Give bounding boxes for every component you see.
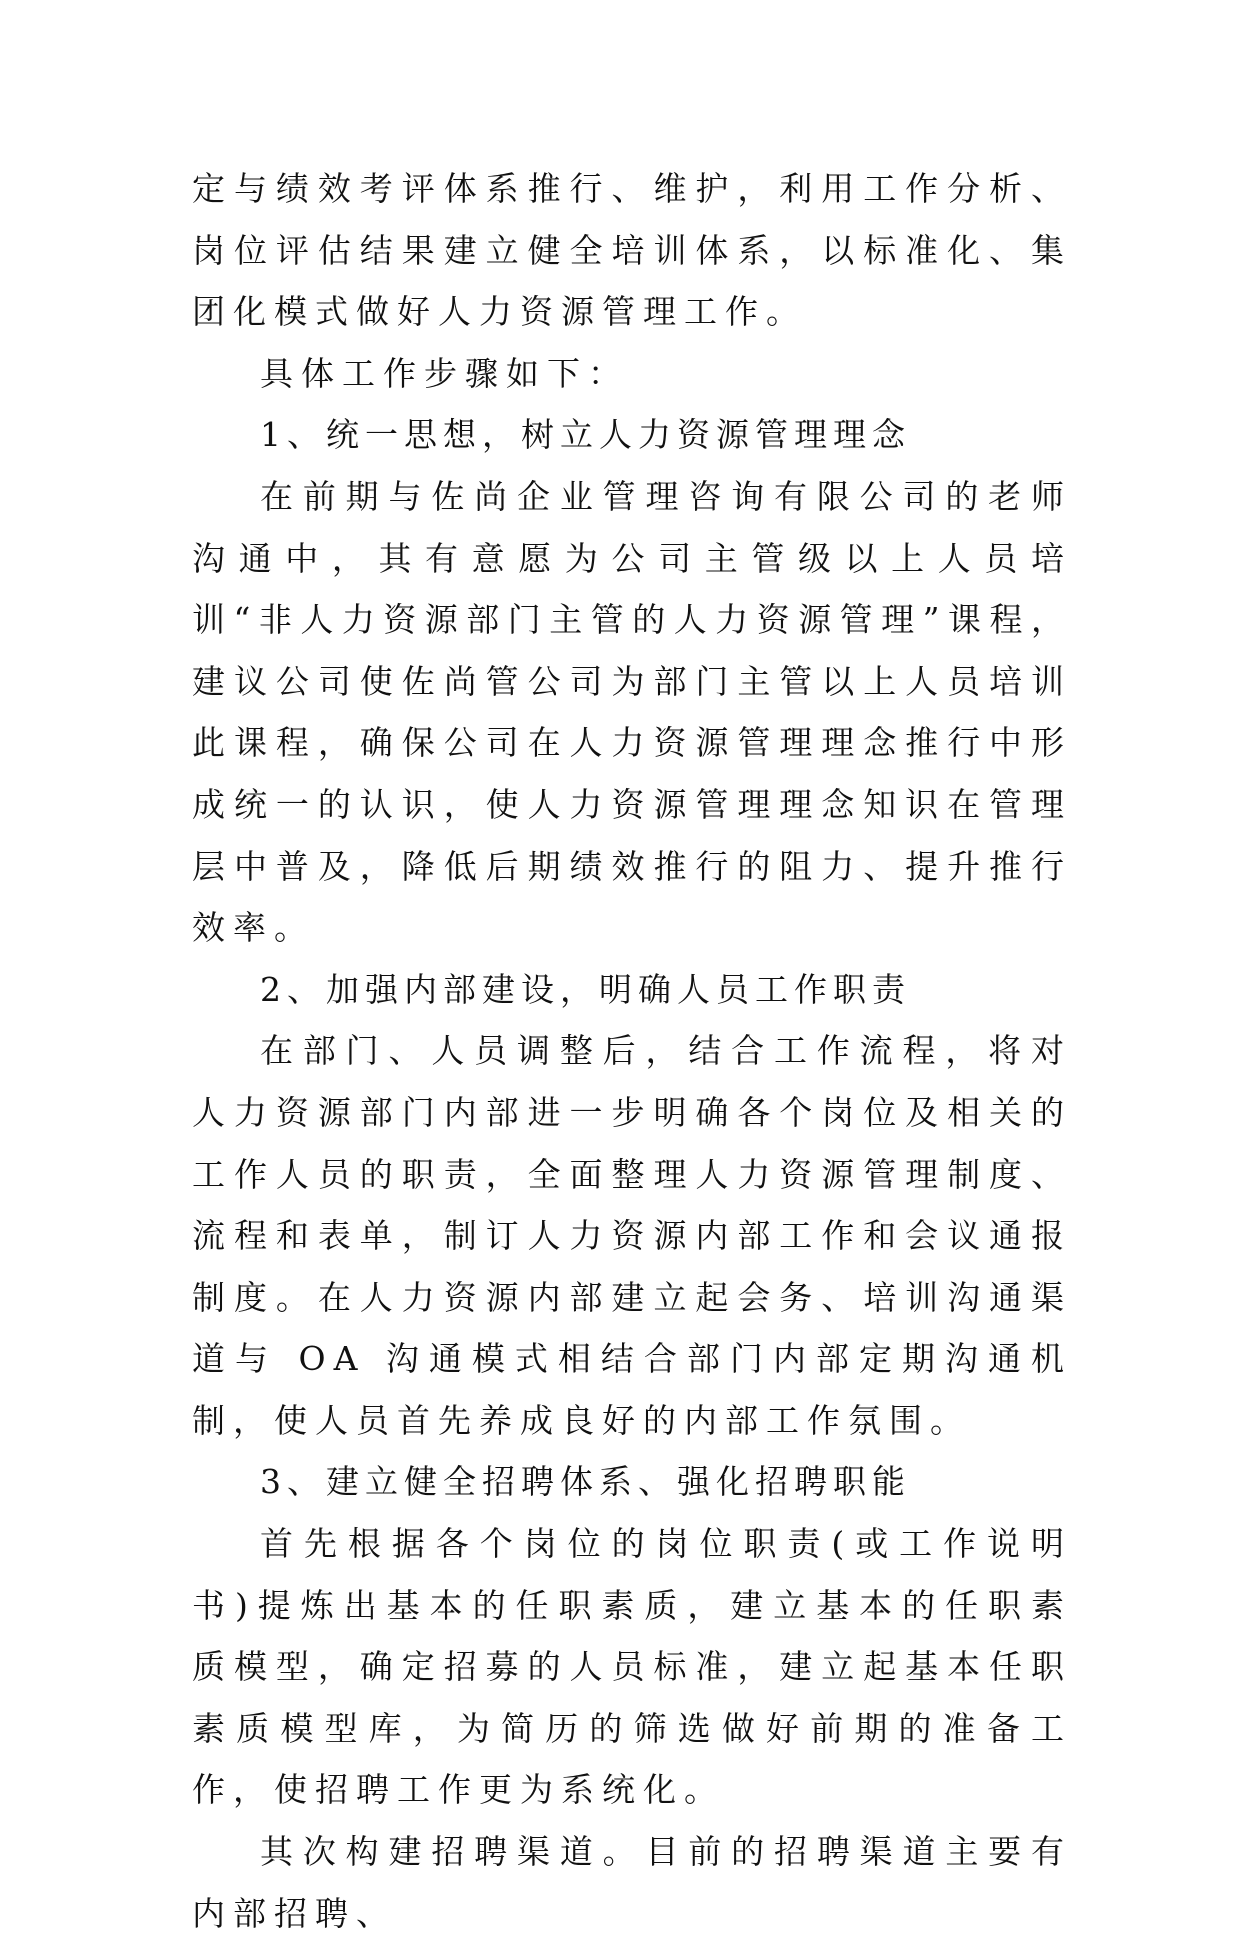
paragraph-section-2: 在部门、人员调整后，结合工作流程，将对人力资源部门内部进一步明确各个岗位及相关的工作人员的职责，全面整理人力资源管理制度、流程和表单，制订人力资源内部工作和会议通报制度。在人力资源内部建立起会务、培训沟通渠道与 OA 沟通模式相结合部门内部定期沟通机制，使人员首先养成良好的内部工作氛围。 [192,1031,1072,1440]
paragraph-section-3b: 其次构建招聘渠道。目前的招聘渠道主要有内部招聘、 [192,1832,1072,1933]
paragraph-section-3a: 首先根据各个岗位的岗位职责(或工作说明书)提炼出基本的任职素质，建立基本的任职素质模型，确定招募的人员标准，建立起基本任职素质模型库，为简历的筛选做好前期的准备工作，使招聘工作更为系统化。 [192,1524,1072,1810]
paragraph-steps-intro: 具体工作步骤如下： [260,353,629,393]
paragraph-continuation: 定与绩效考评体系推行、维护，利用工作分析、岗位评估结果建立健全培训体系，以标准化、集团化模式做好人力资源管理工作。 [192,169,1072,332]
section-heading-2: 2、加强内部建设，明确人员工作职责 [260,969,911,1009]
document-body [192,158,1072,1944]
paragraph-section-1: 在前期与佐尚企业管理咨询有限公司的老师沟通中，其有意愿为公司主管级以上人员培训“非人力资源部门主管的人力资源管理”课程，建议公司使佐尚管公司为部门主管以上人员培训此课程，确保公司在人力资源管理理念推行中形成统一的认识，使人力资源管理理念知识在管理层中普及，降低后期绩效推行的阻力、提升推行效率。 [192,476,1072,948]
section-heading-3: 3、建立健全招聘体系、强化招聘职能 [260,1462,911,1502]
section-heading-1: 1、统一思想，树立人力资源管理理念 [260,415,911,455]
